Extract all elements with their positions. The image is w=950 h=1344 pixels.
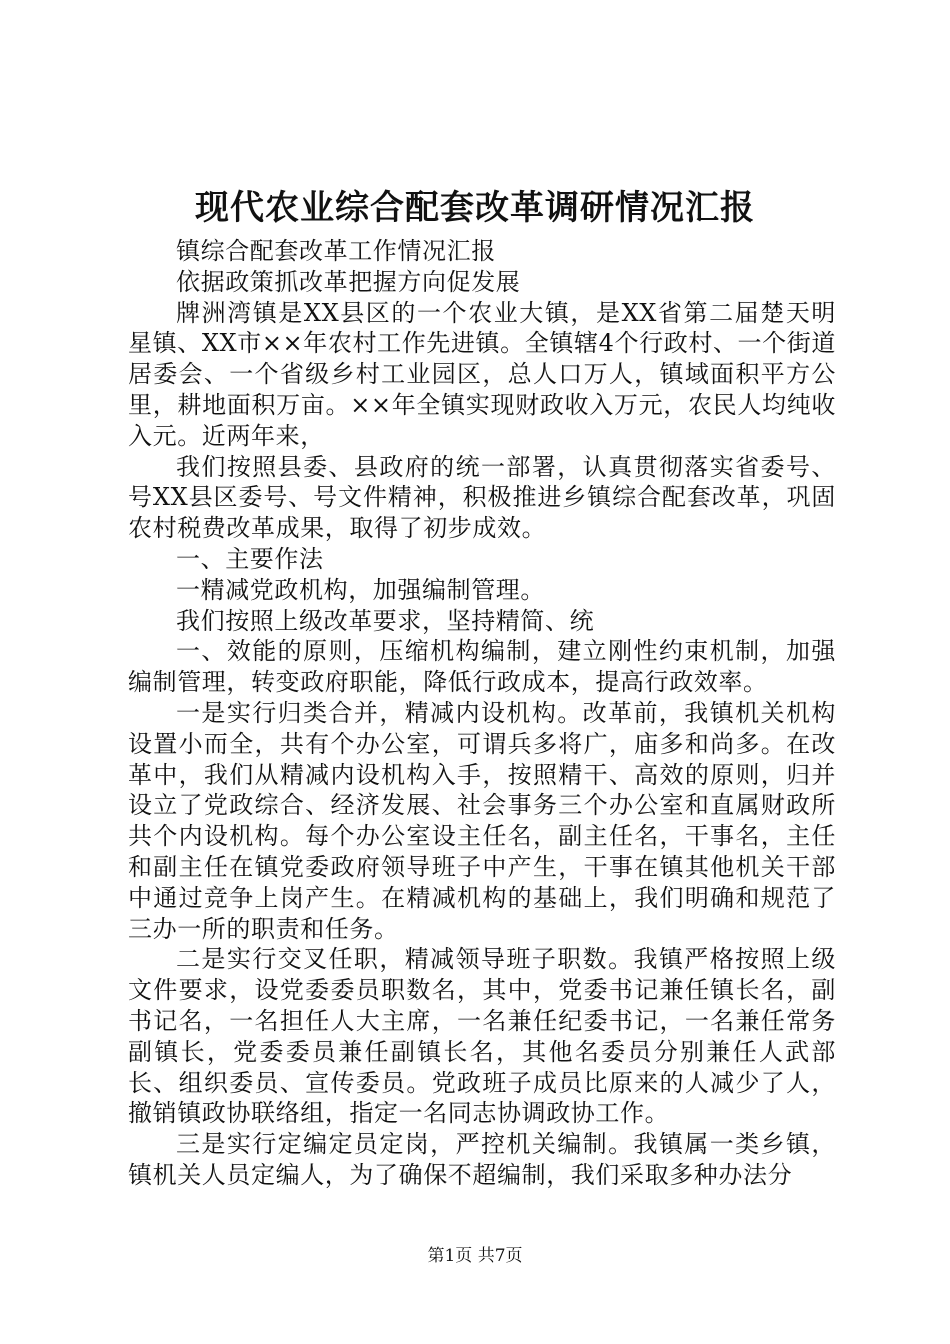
- paragraph: 一是实行归类合并，精减内设机构。改革前，我镇机关机构设置小而全，共有个办公室，可谓兵多将广，庙多和尚多。在改革中，我们从精减内设机构入手，按照精干、高效的原则，归并设立了党政综合、经济发展、社会事务三个办公室和直属财政所共个内设机构。每个办公室设主任名，副主任名，干事名，主任和副主任在镇党委政府领导班子中产生，干事在镇其他机关干部中通过竞争上岗产生。在精减机构的基础上，我们明确和规范了三办一所的职责和任务。: [128, 698, 836, 943]
- section-heading: 一、主要作法: [176, 544, 324, 573]
- page-number-footer: 第1页 共7页: [427, 1246, 523, 1266]
- document-title: 现代农业综合配套改革调研情况汇报: [195, 188, 755, 228]
- paragraph: 我们按照上级改革要求，坚持精简、统: [176, 606, 595, 635]
- subsection-heading: 一精减党政机构，加强编制管理。: [176, 575, 545, 604]
- paragraph: 二是实行交叉任职，精减领导班子职数。我镇严格按照上级文件要求，设党委委员职数名，其中，党委书记兼任镇长名，副书记名，一名担任人大主席，一名兼任纪委书记，一名兼任常务副镇长，党委委员兼任副镇长名，其他名委员分别兼任人武部长、组织委员、宣传委员。党政班子成员比原来的人减少了人，撤销镇政协联络组，指定一名同志协调政协工作。: [128, 945, 836, 1128]
- paragraph: 镇综合配套改革工作情况汇报: [176, 237, 496, 265]
- paragraph: 我们按照县委、县政府的统一部署，认真贯彻落实省委号、号XX县区委号、号文件精神，积极推进乡镇综合配套改革，巩固农村税费改革成果，取得了初步成效。: [128, 452, 836, 543]
- document-body: [128, 236, 836, 1191]
- paragraph: 三是实行定编定员定岗，严控机关编制。我镇属一类乡镇，镇机关人员定编人，为了确保不超编制，我们采取多种办法分: [128, 1130, 836, 1189]
- paragraph: 依据政策抓改革把握方向促发展: [176, 267, 521, 296]
- paragraph: 牌洲湾镇是XX县区的一个农业大镇，是XX省第二届楚天明星镇、XX市××年农村工作先进镇。全镇辖4个行政村、一个街道居委会、一个省级乡村工业园区，总人口万人，镇域面积平方公里，耕地面积万亩。××年全镇实现财政收入万元，农民人均纯收入元。近两年来，: [128, 298, 836, 450]
- paragraph: 一、效能的原则，压缩机构编制，建立刚性约束机制，加强编制管理，转变政府职能，降低行政成本，提高行政效率。: [128, 637, 836, 697]
